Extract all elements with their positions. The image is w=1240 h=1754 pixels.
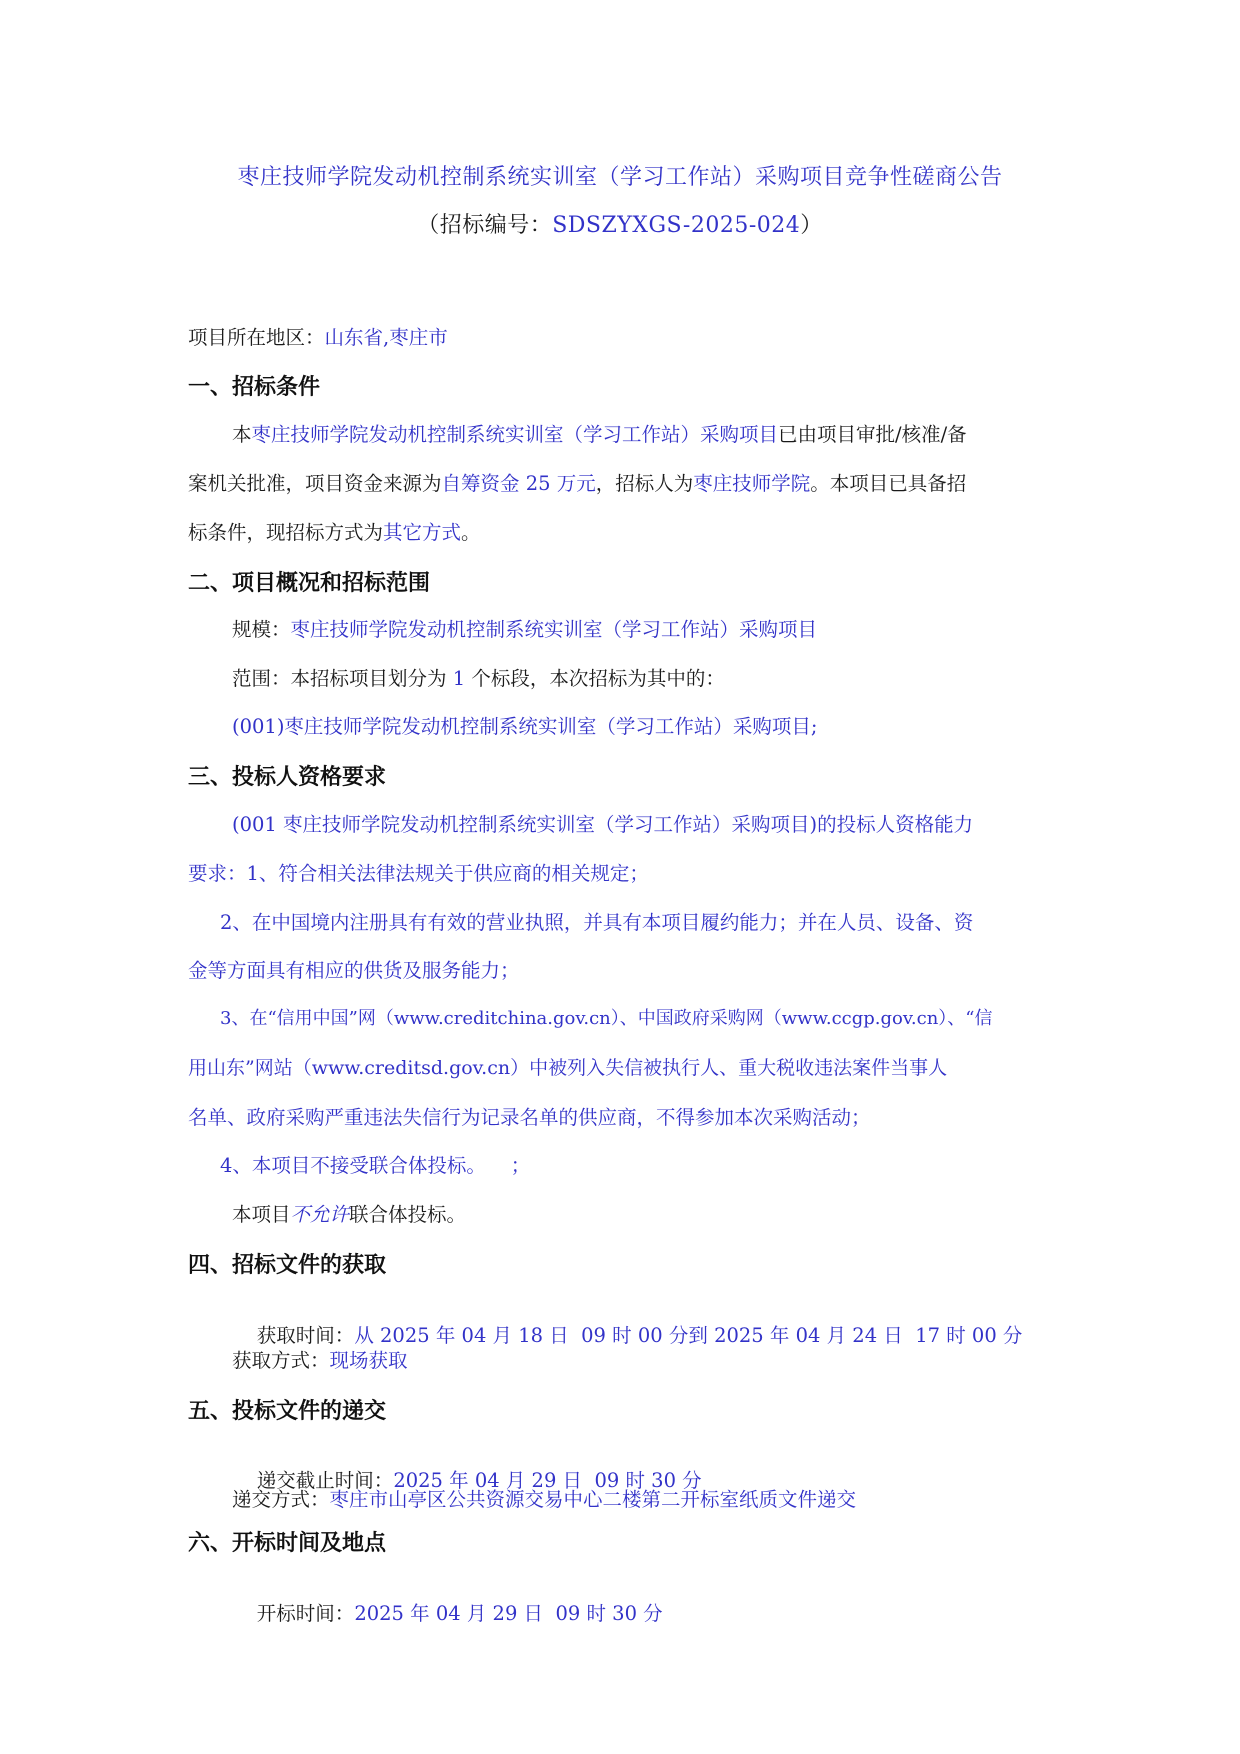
s3-text: 联合体投标。 bbox=[349, 1203, 467, 1226]
tender-code-suffix: ） bbox=[800, 213, 823, 238]
s6-time bbox=[232, 1575, 663, 1649]
document-title: 枣庄技师学院发动机控制系统实训室（学习工作站）采购项目竞争性磋商公告 bbox=[237, 165, 1003, 190]
get-method-label: 获取方式： bbox=[232, 1349, 330, 1372]
s1-line-2 bbox=[188, 468, 966, 496]
s3-line-8: 4、本项目不接受联合体投标。 ； bbox=[220, 1154, 531, 1177]
s3-text: 本项目 bbox=[232, 1203, 291, 1226]
submit-method-label: 递交方式： bbox=[232, 1488, 330, 1511]
get-time-value: 从 2025 年 04 月 18 日 09 时 00 分到 2025 年 04 月 24 日 17 时 00 分 bbox=[354, 1324, 1023, 1347]
section-heading-6: 六、开标时间及地点 bbox=[188, 1531, 387, 1556]
section-heading-4: 四、招标文件的获取 bbox=[188, 1253, 387, 1278]
s1-text: 标条件，现招标方式为 bbox=[188, 521, 384, 544]
tender-code-prefix: （招标编号： bbox=[417, 213, 553, 238]
deadline-value: 2025 年 04 月 29 日 09 时 30 分 bbox=[393, 1469, 702, 1492]
s1-text: 案机关批准，项目资金来源为 bbox=[188, 472, 442, 495]
s3-line-3: 2、在中国境内注册具有有效的营业执照，并具有本项目履约能力；并在人员、设备、资 bbox=[220, 911, 974, 934]
open-time-label: 开标时间： bbox=[256, 1602, 355, 1625]
section-heading-1: 一、招标条件 bbox=[188, 375, 321, 400]
section-heading-3: 三、投标人资格要求 bbox=[188, 765, 387, 790]
tender-code bbox=[0, 208, 1240, 239]
project-location bbox=[188, 322, 448, 350]
s1-line-1 bbox=[232, 419, 967, 447]
scale-value: 枣庄技师学院发动机控制系统实训室（学习工作站）采购项目 bbox=[290, 618, 818, 641]
range-text: 范围：本招标项目划分为 bbox=[232, 667, 453, 690]
s3-line-6: 用山东”网站（www.creditsd.gov.cn）中被列入失信被执行人、重大税收违法案件当事人 bbox=[188, 1057, 948, 1079]
s2-range bbox=[232, 663, 725, 691]
fund-source: 自筹资金 25 万元 bbox=[441, 472, 596, 495]
submit-method-value: 枣庄市山亭区公共资源交易中心二楼第二开标室纸质文件递交 bbox=[329, 1488, 857, 1511]
location-label: 项目所在地区： bbox=[188, 326, 325, 349]
s3-line-1: (001 枣庄技师学院发动机控制系统实训室（学习工作站）采购项目)的投标人资格能力 bbox=[232, 813, 974, 836]
lot-count: 1 bbox=[452, 667, 466, 690]
deadline-label: 递交截止时间： bbox=[256, 1469, 394, 1492]
location-value: 山东省,枣庄市 bbox=[324, 326, 448, 349]
s1-text: 。本项目已具备招 bbox=[810, 472, 967, 495]
tenderer-name: 枣庄技师学院 bbox=[693, 472, 811, 495]
s1-text: 。 bbox=[461, 521, 481, 544]
s4-method bbox=[232, 1345, 408, 1373]
get-method-value: 现场获取 bbox=[329, 1349, 408, 1372]
s1-text: 本 bbox=[232, 423, 252, 446]
tender-method: 其它方式 bbox=[383, 521, 462, 544]
project-name: 枣庄技师学院发动机控制系统实训室（学习工作站）采购项目 bbox=[251, 423, 779, 446]
s3-line-4: 金等方面具有相应的供货及服务能力； bbox=[188, 959, 520, 982]
s3-line-5: 3、在“信用中国”网（www.creditchina.gov.cn）、中国政府采购网（www.ccgp.gov.cn）、“信 bbox=[220, 1008, 993, 1029]
tender-code-value: SDSZYXGS-2025-024 bbox=[552, 213, 801, 238]
get-time-label: 获取时间： bbox=[256, 1324, 355, 1347]
range-text: 个标段，本次招标为其中的： bbox=[465, 667, 725, 690]
s2-scale bbox=[232, 614, 817, 642]
s3-line-9 bbox=[232, 1199, 466, 1227]
open-time-value: 2025 年 04 月 29 日 09 时 30 分 bbox=[354, 1602, 663, 1625]
consortium-status: 不允许 bbox=[290, 1203, 350, 1226]
section-heading-5: 五、投标文件的递交 bbox=[188, 1399, 387, 1424]
section-heading-2: 二、项目概况和招标范围 bbox=[188, 571, 431, 596]
s5-method bbox=[232, 1484, 856, 1512]
s1-line-3 bbox=[188, 517, 481, 545]
s3-line-7: 名单、政府采购严重违法失信行为记录名单的供应商，不得参加本次采购活动； bbox=[188, 1106, 871, 1129]
s1-text: 已由项目审批/核准/备 bbox=[778, 423, 967, 446]
s3-line-2: 要求：1、符合相关法律法规关于供应商的相关规定； bbox=[188, 862, 649, 885]
s2-lot: (001)枣庄技师学院发动机控制系统实训室（学习工作站）采购项目; bbox=[232, 715, 818, 738]
s1-text: ，招标人为 bbox=[595, 472, 694, 495]
scale-label: 规模： bbox=[232, 618, 291, 641]
